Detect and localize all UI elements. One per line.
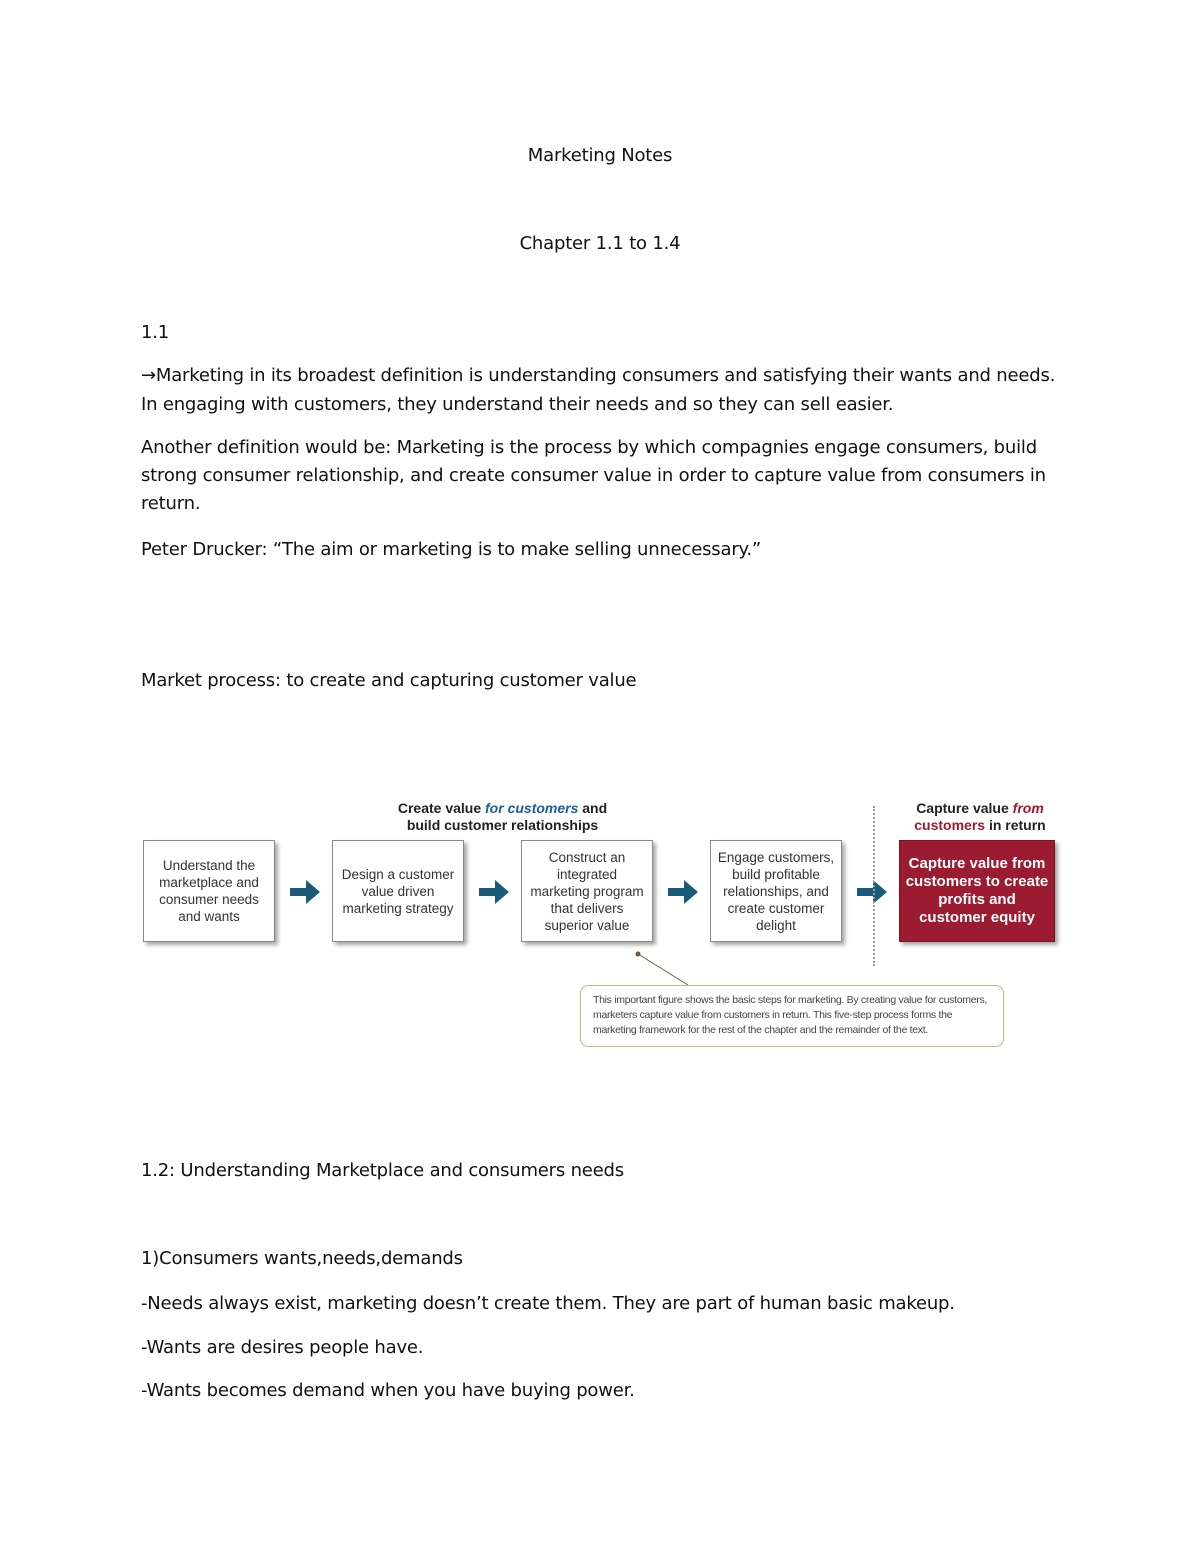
paragraph-drucker-quote: Peter Drucker: “The aim or marketing is to make selling unnecessary.”	[141, 539, 762, 560]
diagram-callout-note: This important figure shows the basic steps for marketing. By creating value for customers, marketers capture value from customers in return. This five-step process forms the marketing framework for the rest of the chapter and the remainder of the text.	[580, 985, 1004, 1047]
list-item-consumers-wants: 1)Consumers wants,needs,demands	[141, 1248, 463, 1269]
chapter-heading: Chapter 1.1 to 1.4	[519, 233, 681, 254]
market-process-heading: Market process: to create and capturing customer value	[141, 670, 637, 691]
step-box-engage-customers: Engage customers, build profitable relationships, and create customer delight	[710, 840, 842, 942]
section-1-1-heading: 1.1	[141, 322, 170, 343]
diagram-header-capture-value: Capture value from customers in return	[914, 800, 1046, 833]
bullet-demand: -Wants becomes demand when you have buying power.	[141, 1380, 635, 1401]
paragraph-definition-line2: In engaging with customers, they understand their needs and so they can sell easier.	[141, 394, 894, 415]
section-1-2-heading: 1.2: Understanding Marketplace and consumers needs	[141, 1160, 624, 1181]
paragraph-another-definition: Another definition would be: Marketing is the process by which compagnies engage consumers, build strong consumer relationship, and create consumer value in order to capture value from consumers in return.	[141, 437, 1046, 514]
bullet-wants: -Wants are desires people have.	[141, 1337, 424, 1358]
diagram-header-create-value: Create value for customers and build customer relationships	[397, 800, 608, 833]
step-box-capture-value: Capture value from customers to create profits and customer equity	[899, 840, 1055, 942]
marketing-process-diagram	[140, 800, 1065, 1055]
step-box-understand-marketplace: Understand the marketplace and consumer needs and wants	[143, 840, 275, 942]
doc-title: Marketing Notes	[527, 145, 673, 166]
paragraph-definition-line1: →Marketing in its broadest definition is understanding consumers and satisfying their wants and needs.	[141, 365, 1056, 386]
step-box-design-strategy: Design a customer value driven marketing strategy	[332, 840, 464, 942]
bullet-needs: -Needs always exist, marketing doesn’t create them. They are part of human basic makeup.	[141, 1293, 955, 1314]
step-box-construct-program: Construct an integrated marketing program that delivers superior value	[521, 840, 653, 942]
